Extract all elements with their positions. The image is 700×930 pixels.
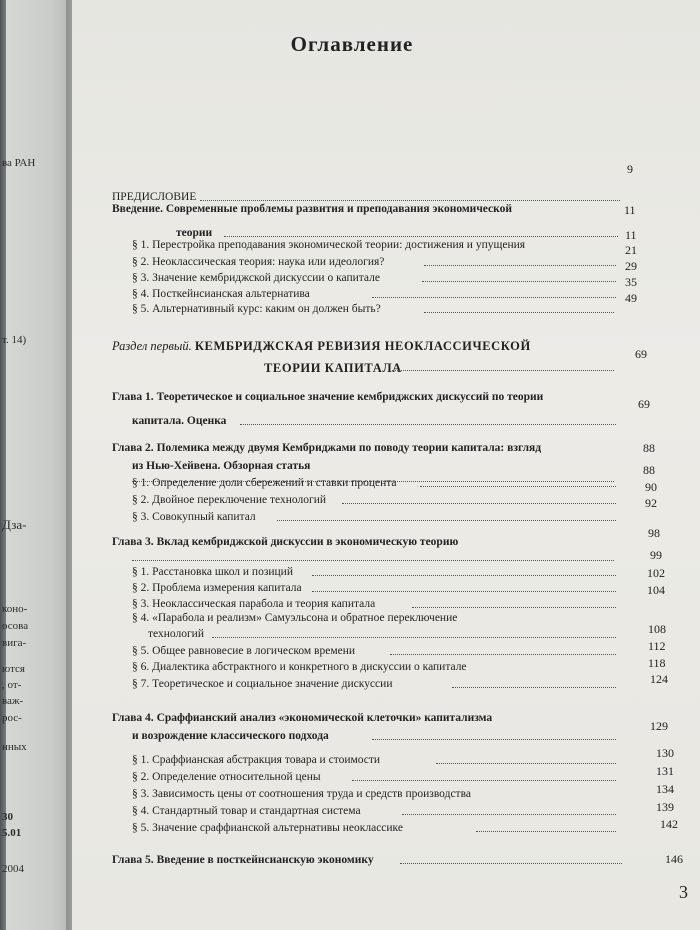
dot-leader (400, 855, 622, 864)
dot-leader (402, 806, 616, 815)
toc-entry (112, 192, 196, 204)
toc-subentry: § 2. Проблема измерения капитала (132, 582, 302, 594)
dot-leader (312, 583, 616, 592)
toc-page-number: 124 (650, 672, 668, 686)
toc-part-label: Раздел первый. (112, 339, 192, 353)
dot-leader (436, 755, 616, 764)
toc-subentry: § 1. Определение доли сбережений и ставки процента (132, 477, 397, 489)
left-page-fragment: т. 14) (2, 334, 27, 346)
toc-subentry: § 5. Общее равновесие в логическом времени (132, 645, 356, 657)
toc-page-number: 9 (627, 162, 633, 176)
toc-subentry: § 1. Перестройка преподавания экономической теории: достижения и упущения (132, 239, 526, 251)
toc-subentry: § 3. Значение кембриджской дискуссии о капитале (132, 272, 380, 284)
left-page-edge (0, 0, 72, 930)
page-title: Оглавление (290, 32, 414, 56)
toc-page-number: 131 (656, 764, 674, 778)
toc-page-number: 49 (625, 291, 637, 305)
dot-leader (224, 228, 618, 237)
dot-leader (372, 731, 616, 740)
toc-page-number: 142 (660, 817, 678, 831)
toc-chapter-continuation: и возрождение классического подхода (132, 730, 329, 742)
dot-leader (390, 646, 616, 655)
dot-leader (372, 289, 616, 298)
toc-subentry: § 2. Неоклассическая теория: наука или идеология? (132, 256, 385, 268)
toc-subentry: § 5. Значение сраффианской альтернативы неоклассике (132, 822, 403, 834)
toc-page-number: 88 (643, 463, 655, 477)
toc-page-number: 69 (635, 347, 647, 361)
toc-chapter-title: Теоретическое и социальное значение кембриджских дискуссий по теории (156, 391, 544, 403)
dot-leader (452, 679, 616, 688)
toc-chapter-label: Глава 3. (112, 536, 154, 548)
toc-page-number: 112 (648, 639, 666, 653)
left-page-fragment: ются (2, 663, 25, 675)
dot-leader (342, 495, 616, 504)
toc-chapter-title: Сраффианский анализ «экономической клеточки» капитализма (156, 712, 493, 724)
toc-part (112, 340, 531, 353)
left-page-fragment: 5.01 (2, 827, 22, 839)
left-page-fragment: 30 (2, 811, 13, 823)
toc-subentry: § 1. Сраффианская абстракция товара и стоимости (132, 754, 381, 766)
toc-part-continuation: ТЕОРИИ КАПИТАЛА (264, 361, 402, 375)
toc-chapter-label: Глава 1. (112, 391, 154, 403)
dot-leader (352, 772, 616, 781)
toc-page (72, 0, 700, 930)
left-page-fragment: осова (2, 620, 29, 632)
toc-entry-continuation: теории (176, 227, 213, 239)
toc-subentry: § 3. Неоклассическая парабола и теория капитала (132, 598, 376, 610)
page-number: 3 (679, 882, 688, 902)
toc-chapter-label: Глава 4. (112, 712, 154, 724)
toc-page-number: 69 (638, 397, 650, 411)
toc-subentry: § 3. Совокупный капитал (132, 511, 256, 523)
toc-subentry: § 4. «Парабола и реализм» Самуэльсона и обратное переключение (132, 612, 458, 624)
toc-page-number: 21 (625, 243, 637, 257)
toc-page-number: 134 (656, 782, 674, 796)
toc-page-number: 99 (650, 548, 662, 562)
toc-page-number: 88 (643, 441, 655, 455)
toc-subentry: § 4. Посткейнсианская альтернатива (132, 288, 310, 300)
toc-subentry: § 2. Определение относительной цены (132, 771, 321, 783)
toc-subentry: § 7. Теоретическое и социальное значение дискуссии (132, 678, 393, 690)
toc-page-number: 92 (645, 496, 657, 510)
dot-leader (424, 257, 616, 266)
dot-leader (200, 192, 620, 201)
toc-page-number: 104 (647, 583, 665, 597)
toc-subentry: § 1. Расстановка школ и позиций (132, 566, 293, 578)
left-page-fragment: важ- (2, 695, 24, 707)
toc-chapter-continuation: из Нью-Хейвена. Обзорная статья (132, 460, 311, 472)
toc-subentry: § 5. Альтернативный курс: каким он должен быть? (132, 303, 381, 315)
toc-subentry: § 4. Стандартный товар и стандартная система (132, 805, 361, 817)
toc-entry-title: ПРЕДИСЛОВИЕ (112, 191, 197, 203)
toc-chapter-title: Полемика между двумя Кембриджами по поводу теории капитала: взгляд (156, 442, 542, 454)
toc-page-number: 11 (625, 228, 637, 242)
dot-leader (277, 512, 616, 521)
toc-entry-label: Введение. (112, 203, 163, 215)
left-page-fragment: нных (2, 741, 27, 753)
dot-leader (420, 478, 616, 487)
toc-page-number: 118 (648, 656, 666, 670)
dot-leader (422, 273, 616, 282)
toc-part-title: КЕМБРИДЖСКАЯ РЕВИЗИЯ НЕОКЛАССИЧЕСКОЙ (194, 339, 531, 353)
left-page-fragment: Дза- (2, 517, 27, 532)
toc-entry-title: Современные проблемы развития и преподавания экономической (165, 203, 512, 215)
dot-leader (412, 599, 616, 608)
toc-page-number: 108 (648, 622, 666, 636)
left-page-fragment: вига- (2, 637, 27, 649)
toc-chapter-title: Введение в посткейнсианскую экономику (156, 854, 374, 866)
toc-page-number: 130 (656, 746, 674, 760)
toc-chapter (112, 443, 541, 455)
toc-page-number: 146 (665, 852, 683, 866)
toc-page-number: 98 (648, 526, 660, 540)
left-page-fragment: ва РАН (2, 157, 36, 169)
toc-entry (112, 204, 512, 216)
dot-leader (392, 362, 614, 371)
toc-chapter-label: Глава 2. (112, 442, 154, 454)
left-page-fragment: 2004 (2, 863, 24, 875)
toc-chapter (112, 713, 492, 725)
toc-chapter (112, 537, 458, 549)
toc-page-number: 29 (625, 259, 637, 273)
toc-subentry-continuation: технологий (148, 628, 204, 640)
dot-leader (240, 416, 616, 425)
left-page-fragment: , от- (2, 679, 22, 691)
toc-page-number: 139 (656, 800, 674, 814)
dot-leader (212, 629, 616, 638)
toc-subentry: § 6. Диалектика абстрактного и конкретного в дискуссии о капитале (132, 661, 467, 673)
toc-page-number: 129 (650, 719, 668, 733)
dot-leader (476, 823, 616, 832)
left-page-binding (0, 0, 6, 930)
dot-leader (424, 304, 614, 313)
toc-chapter-title: Вклад кембриджской дискуссии в экономическую теорию (156, 536, 459, 548)
dot-leader (132, 552, 614, 561)
toc-chapter-label: Глава 5. (112, 854, 154, 866)
toc-page-number: 90 (645, 480, 657, 494)
left-page-fragment: рос- (2, 712, 22, 724)
toc-subentry: § 3. Зависимость цены от соотношения труда и средств производства (132, 788, 471, 800)
toc-chapter (112, 392, 543, 404)
dot-leader (312, 567, 616, 576)
toc-subentry: § 2. Двойное переключение технологий (132, 494, 327, 506)
toc-page-number: 35 (625, 275, 637, 289)
toc-chapter-continuation: капитала. Оценка (132, 415, 227, 427)
toc-page-number: 11 (624, 203, 636, 217)
toc-chapter (112, 855, 374, 867)
left-page-fragment: коно- (2, 603, 28, 615)
toc-page-number: 102 (647, 566, 665, 580)
